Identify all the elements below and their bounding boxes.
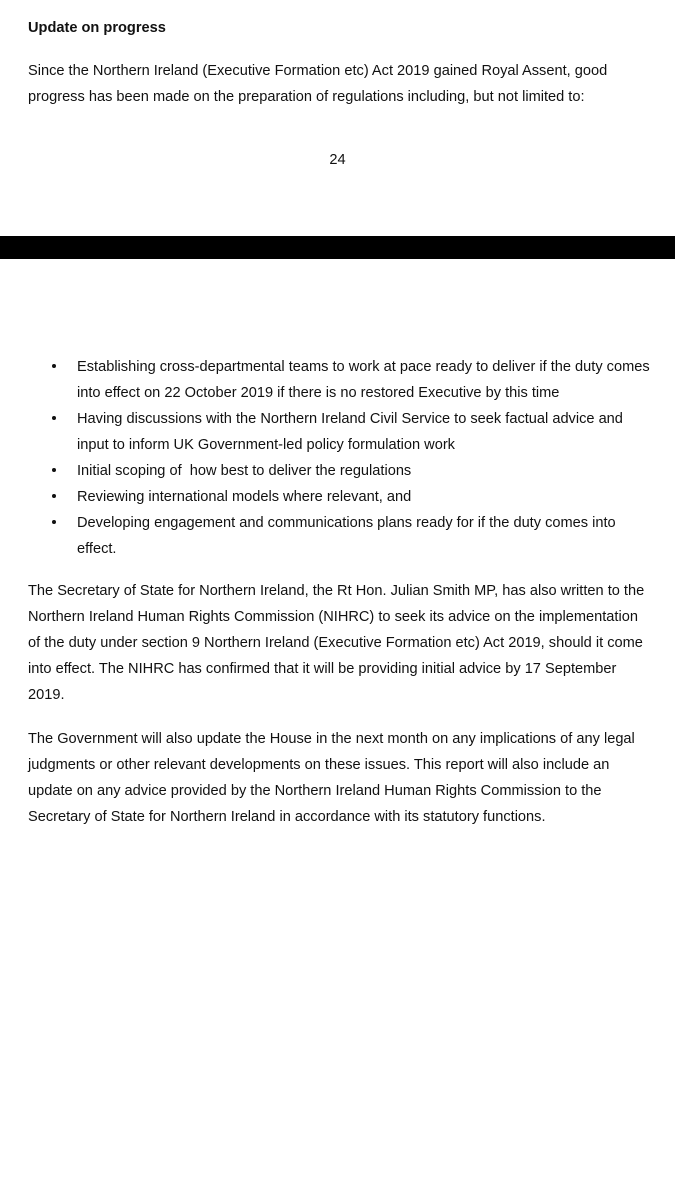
bullet-item — [0, 510, 675, 562]
page-number: 24 — [329, 152, 346, 168]
progress-bullet-list — [0, 354, 675, 562]
bullet-dot-icon — [52, 416, 56, 420]
bullet-item — [0, 458, 675, 484]
nihrc-advice-paragraph: The Secretary of State for Northern Ireland, the Rt Hon. Julian Smith MP, has also written to the Northern Ireland Human Rights Commission (NIHRC) to seek its advice on the implementation of the duty under section 9 Northern Ireland (Executive Formation etc) Act 2019, should it come into effect. The NIHRC has confirmed that it will be providing initial advice by 17 September 2019. — [28, 583, 645, 703]
bullet-dot-icon — [52, 468, 56, 472]
section-heading: Update on progress — [28, 20, 166, 36]
bullet-text: Reviewing international models where relevant, and — [77, 489, 412, 505]
page-break-bar — [0, 236, 675, 259]
bullet-text: Having discussions with the Northern Ireland Civil Service to seek factual advice and input to inform UK Government-led policy formulation work — [77, 411, 623, 453]
bullet-dot-icon — [52, 494, 56, 498]
bullet-dot-icon — [52, 364, 56, 368]
bullet-text: Establishing cross-departmental teams to work at pace ready to deliver if the duty comes into effect on 22 October 2019 if there is no restored Executive by this time — [77, 359, 650, 401]
government-update-paragraph: The Government will also update the House in the next month on any implications of any legal judgments or other relevant developments on these issues. This report will also include an update on any advice provided by the Northern Ireland Human Rights Commission to the Secretary of State for Northern Ireland in accordance with its statutory functions. — [28, 731, 635, 825]
bullet-text: Developing engagement and communications plans ready for if the duty comes into effect. — [77, 515, 616, 557]
bullet-item — [0, 484, 675, 510]
bullet-text: Initial scoping of how best to deliver the regulations — [77, 463, 412, 479]
bullet-item — [0, 406, 675, 458]
intro-paragraph: Since the Northern Ireland (Executive Formation etc) Act 2019 gained Royal Assent, good progress has been made on the preparation of regulations including, but not limited to: — [28, 63, 608, 105]
bullet-item — [0, 354, 675, 406]
bullet-dot-icon — [52, 520, 56, 524]
